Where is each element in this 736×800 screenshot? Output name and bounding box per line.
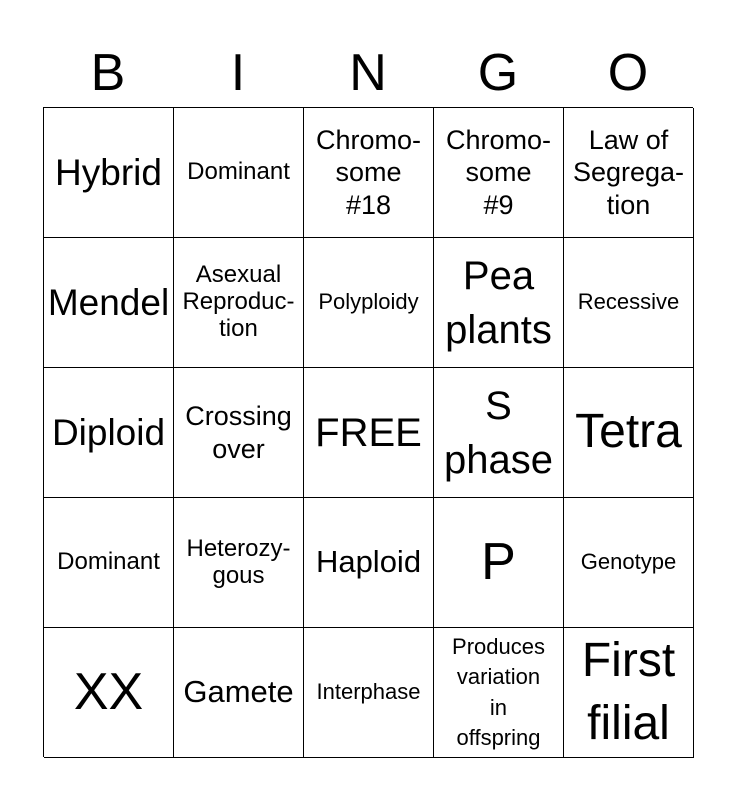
header-letter-o: O	[607, 44, 649, 102]
bingo-cell-r4c4[interactable]	[434, 498, 564, 628]
cell-text: Mendel	[47, 281, 170, 323]
bingo-cell-r1c3[interactable]	[304, 108, 434, 238]
bingo-cell-r4c1[interactable]	[44, 498, 174, 628]
cell-text: Heterozy- gous	[186, 534, 291, 589]
bingo-cell-r2c3[interactable]	[304, 238, 434, 368]
bingo-cell-r5c2[interactable]	[174, 628, 304, 758]
cell-text: Asexual Reproduc- tion	[182, 261, 295, 342]
cell-text: Pea plants	[445, 253, 552, 352]
cell-text: Crossing over	[185, 401, 292, 464]
cell-text: Polyploidy	[318, 289, 419, 315]
cell-text: Chromo- some #18	[315, 124, 422, 220]
cell-text: Genotype	[580, 549, 677, 575]
cell-text: P	[481, 533, 516, 592]
bingo-cell-r4c3[interactable]	[304, 498, 434, 628]
cell-text: Haploid	[315, 544, 422, 580]
cell-text: Dominant	[57, 548, 160, 576]
cell-text: Dominant	[187, 158, 290, 186]
bingo-cell-free[interactable]	[304, 368, 434, 498]
cell-text: FREE	[315, 410, 422, 455]
bingo-cell-r2c2[interactable]	[174, 238, 304, 368]
cell-text: Produces variation in offspring	[452, 633, 545, 750]
bingo-board	[43, 107, 693, 757]
cell-text: Interphase	[316, 679, 421, 705]
bingo-cell-r3c1[interactable]	[44, 368, 174, 498]
cell-text: Law of Segrega- tion	[572, 124, 685, 220]
header-letter-g: G	[477, 44, 519, 102]
cell-text: First filial	[581, 634, 676, 750]
cell-text: S phase	[444, 383, 553, 482]
bingo-cell-r2c1[interactable]	[44, 238, 174, 368]
bingo-cell-r1c4[interactable]	[434, 108, 564, 238]
bingo-cell-r5c4[interactable]	[434, 628, 564, 758]
bingo-cell-r1c5[interactable]	[564, 108, 694, 238]
bingo-cell-r3c2[interactable]	[174, 368, 304, 498]
cell-text: Chromo- some #9	[445, 124, 552, 220]
cell-text: Diploid	[51, 411, 166, 453]
cell-text: Recessive	[577, 289, 680, 315]
cell-text: Tetra	[575, 405, 682, 459]
bingo-header	[43, 40, 693, 106]
header-letter-n: N	[349, 44, 387, 102]
bingo-cell-r5c3[interactable]	[304, 628, 434, 758]
bingo-cell-r5c1[interactable]	[44, 628, 174, 758]
bingo-cell-r1c2[interactable]	[174, 108, 304, 238]
cell-text: Gamete	[183, 674, 294, 710]
bingo-cell-r2c4[interactable]	[434, 238, 564, 368]
bingo-cell-r5c5[interactable]	[564, 628, 694, 758]
cell-text: Hybrid	[55, 151, 162, 193]
bingo-cell-r4c5[interactable]	[564, 498, 694, 628]
bingo-cell-r3c4[interactable]	[434, 368, 564, 498]
cell-text: XX	[73, 663, 144, 722]
bingo-cell-r1c1[interactable]	[44, 108, 174, 238]
header-letter-b: B	[90, 44, 126, 102]
bingo-cell-r3c5[interactable]	[564, 368, 694, 498]
header-letter-i: I	[230, 44, 246, 102]
bingo-cell-r2c5[interactable]	[564, 238, 694, 368]
bingo-cell-r4c2[interactable]	[174, 498, 304, 628]
